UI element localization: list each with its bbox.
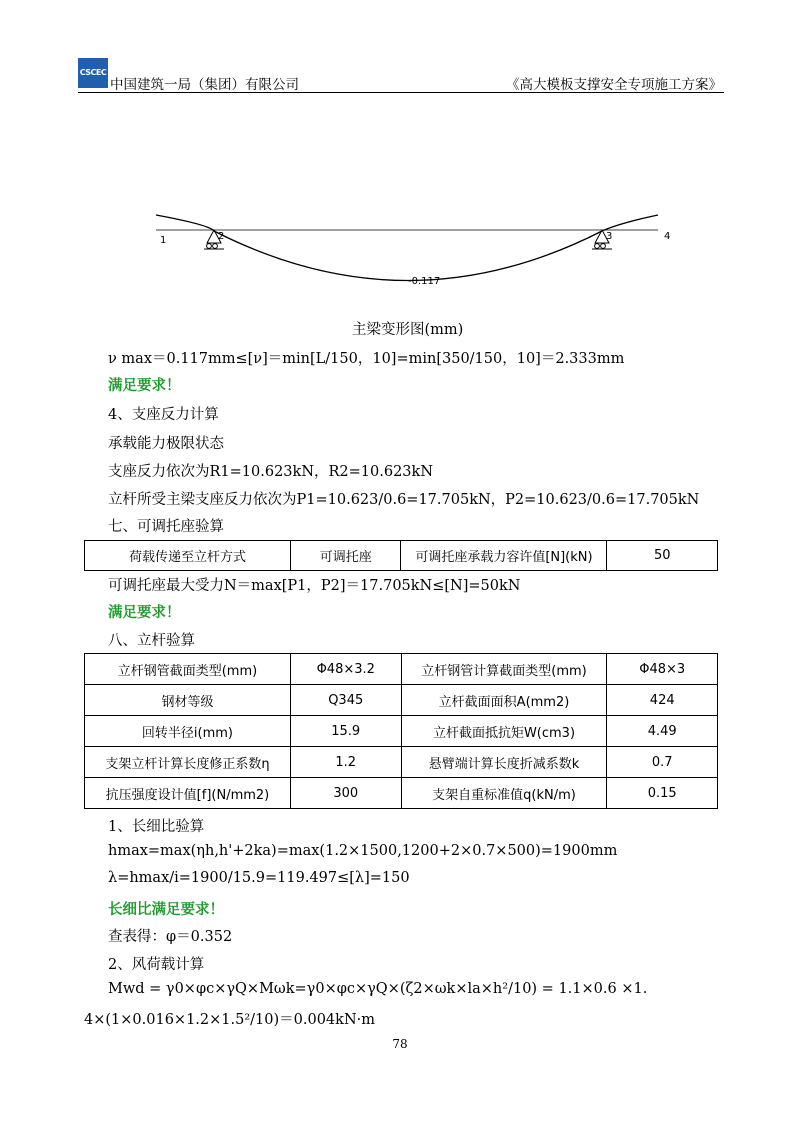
figure-caption: 主梁变形图(mm) bbox=[352, 322, 464, 338]
table-cell: 立杆截面抵抗矩W(cm3) bbox=[401, 716, 607, 747]
deformation-diagram bbox=[150, 205, 670, 290]
phi-line: 查表得：φ＝0.352 bbox=[108, 929, 233, 945]
table-cell: 300 bbox=[290, 778, 401, 809]
document-title: 《高大模板支撑安全专项施工方案》 bbox=[506, 77, 722, 93]
company-name: 中国建筑一局（集团）有限公司 bbox=[110, 77, 299, 93]
table-row bbox=[85, 778, 718, 809]
table-cell: 4.49 bbox=[607, 716, 718, 747]
max-force-line: 可调托座最大受力N＝max[P1，P2]＝17.705kN≤[N]=50kN bbox=[108, 578, 521, 594]
table-row bbox=[85, 685, 718, 716]
table-cell: 可调托座承载力容许值[N](kN) bbox=[401, 541, 607, 571]
table-cell: Φ48×3.2 bbox=[290, 654, 401, 685]
support-table bbox=[84, 540, 718, 571]
node-label-2: 2 bbox=[218, 231, 225, 242]
table-cell: 可调托座 bbox=[290, 541, 400, 571]
table-cell: 悬臂端计算长度折减系数k bbox=[401, 747, 607, 778]
mwd-line-2: 4×(1×0.016×1.2×1.5²/10)＝0.004kN·m bbox=[84, 1012, 375, 1028]
table-cell: 抗压强度设计值[f](N/mm2) bbox=[85, 778, 291, 809]
table-cell: 0.7 bbox=[607, 747, 718, 778]
table-row bbox=[85, 541, 718, 571]
table-cell: Q345 bbox=[290, 685, 401, 716]
section-7-title: 七、可调托座验算 bbox=[108, 519, 224, 535]
table-cell: 50 bbox=[607, 541, 718, 571]
page-number: 78 bbox=[392, 1037, 408, 1051]
reactions-line: 支座反力依次为R1=10.623kN，R2=10.623kN bbox=[108, 464, 434, 480]
table-cell: 立杆钢管截面类型(mm) bbox=[85, 654, 291, 685]
section-8-title: 八、立杆验算 bbox=[108, 633, 195, 649]
node-label-1: 1 bbox=[160, 235, 167, 246]
table-cell: 424 bbox=[607, 685, 718, 716]
table-cell: 回转半径i(mm) bbox=[85, 716, 291, 747]
ok-text-3: 长细比满足要求！ bbox=[108, 901, 224, 918]
table-cell: 0.15 bbox=[607, 778, 718, 809]
table-cell: 支架立杆计算长度修正系数η bbox=[85, 747, 291, 778]
table-row bbox=[85, 747, 718, 778]
subsection-1-title: 1、长细比验算 bbox=[108, 819, 205, 835]
max-deflection-label: -0.117 bbox=[408, 276, 441, 287]
mwd-line-1: Mwd = γ0×φc×γQ×Mωk=γ0×φc×γQ×(ζ2×ωk×la×h²/10) = 1.1×0.6 ×1. bbox=[108, 981, 648, 997]
table-cell: 15.9 bbox=[290, 716, 401, 747]
table-row bbox=[85, 654, 718, 685]
page-header bbox=[78, 58, 724, 93]
lambda-line: λ=hmax/i=1900/15.9=119.497≤[λ]=150 bbox=[108, 870, 410, 886]
table-cell: 1.2 bbox=[290, 747, 401, 778]
table-cell: Φ48×3 bbox=[607, 654, 718, 685]
table-cell: 钢材等级 bbox=[85, 685, 291, 716]
pole-reactions-line: 立杆所受主梁支座反力依次为P1=10.623/0.6=17.705kN，P2=10.623/0.6=17.705kN bbox=[108, 492, 700, 508]
table-cell: 立杆截面面积A(mm2) bbox=[401, 685, 607, 716]
deformed-beam-curve bbox=[156, 215, 658, 281]
table-cell: 立杆钢管计算截面类型(mm) bbox=[401, 654, 607, 685]
section-4-title: 4、支座反力计算 bbox=[108, 407, 219, 423]
table-cell: 支架自重标准值q(kN/m) bbox=[401, 778, 607, 809]
node-label-4: 4 bbox=[664, 231, 670, 242]
beam-deformation-figure bbox=[150, 205, 670, 294]
ok-text-2: 满足要求！ bbox=[108, 604, 181, 621]
limit-state-text: 承载能力极限状态 bbox=[108, 436, 224, 452]
ok-text-1: 满足要求！ bbox=[108, 377, 181, 394]
company-logo: CSCEC bbox=[78, 58, 108, 88]
table-cell: 荷载传递至立杆方式 bbox=[85, 541, 291, 571]
deflection-check-line: ν max＝0.117mm≤[ν]＝min[L/150，10]=min[350/150，10]＝2.333mm bbox=[108, 351, 625, 367]
pole-table bbox=[84, 653, 718, 809]
hmax-line: hmax=max(ηh,h'+2ka)=max(1.2×1500,1200+2×0.7×500)=1900mm bbox=[108, 843, 618, 859]
subsection-2-title: 2、风荷载计算 bbox=[108, 957, 205, 973]
node-label-3: 3 bbox=[606, 231, 613, 242]
table-row bbox=[85, 716, 718, 747]
